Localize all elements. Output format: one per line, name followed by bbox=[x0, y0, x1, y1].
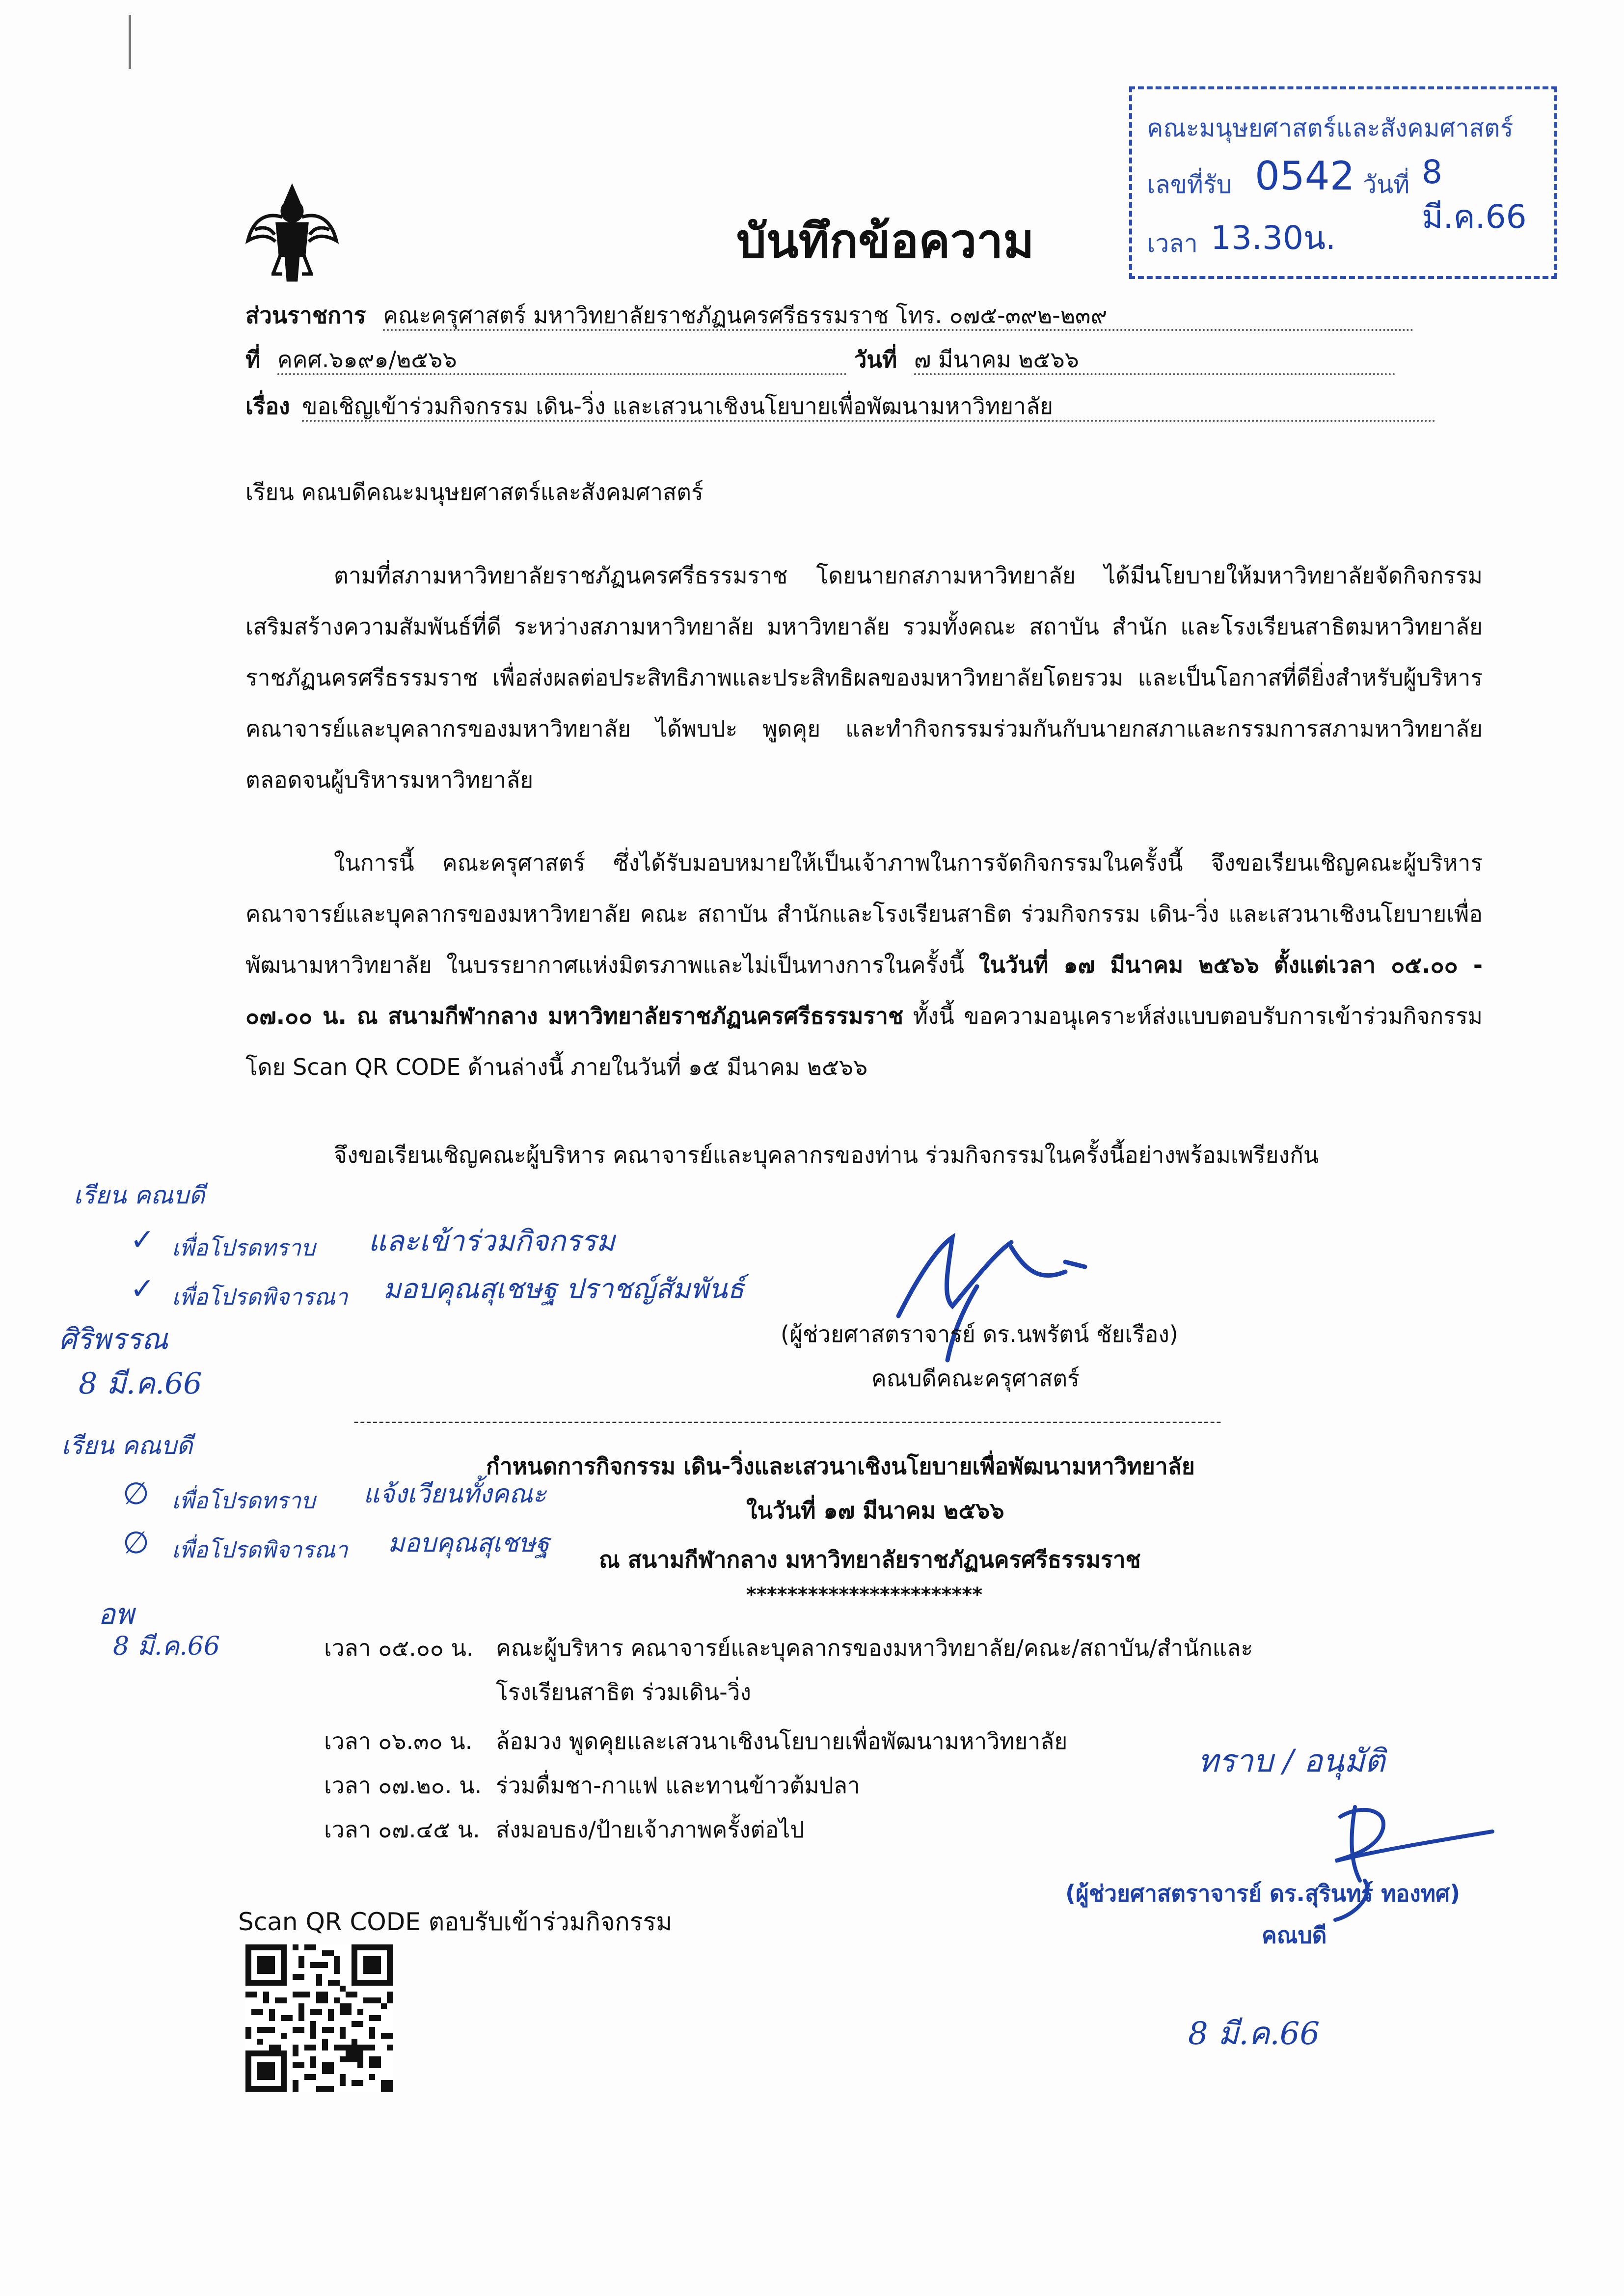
event-date-bold: ในวันที่ ๑๗ มีนาคม ๒๕๖๖ bbox=[978, 952, 1259, 978]
annotation2-mark1-icon: ∅ bbox=[123, 1476, 150, 1511]
stamp-time-label: เวลา bbox=[1147, 229, 1198, 258]
event-time-place-bold: ตั้งแต่เวลา ๐๕.๐๐ - ๐๗.๐๐ น. ณ สนามกีฬากลาง มหาวิทยาลัยราชภัฏนครศรีธรรมราช bbox=[245, 952, 1483, 1029]
stamp-faculty: คณะมนุษยศาสตร์และสังคมศาสตร์ bbox=[1147, 114, 1514, 142]
qr-label: Scan QR CODE ตอบรับเข้าร่วมกิจกรรม bbox=[238, 1908, 673, 1936]
stamp-time-value: 13.30น. bbox=[1211, 219, 1336, 257]
subject-value: ขอเชิญเข้าร่วมกิจกรรม เดิน-วิ่ง และเสวนาเชิงนโยบายเพื่อพัฒนามหาวิทยาลัย bbox=[302, 393, 1436, 422]
ref-value: คคศ.๖๑๙๑/๒๕๖๖ bbox=[277, 346, 847, 375]
schedule-time: เวลา ๐๗.๔๕ น. bbox=[324, 1816, 480, 1843]
schedule-desc: คณะผู้บริหาร คณาจารย์และบุคลากรของมหาวิทยาลัย/คณะ/สถาบัน/สำนักและ bbox=[496, 1635, 1253, 1661]
subject-label: เรื่อง bbox=[245, 393, 290, 419]
annotation2-date: 8 มี.ค.66 bbox=[113, 1632, 220, 1661]
annotation2-opt2: เพื่อโปรดพิจารณา bbox=[172, 1536, 348, 1563]
garuda-emblem-icon bbox=[243, 177, 341, 285]
annotation1-date: 8 มี.ค.66 bbox=[79, 1367, 202, 1401]
schedule-item-1 bbox=[324, 1630, 1253, 1666]
schedule-title-2: ในวันที่ ๑๗ มีนาคม ๒๕๖๖ bbox=[746, 1497, 1004, 1524]
signature2-scribble bbox=[1227, 1797, 1502, 1935]
qr-code-icon[interactable] bbox=[245, 1944, 393, 2092]
page-title: บันทึกข้อความ bbox=[736, 214, 1034, 269]
annotation2-opt1-note: แจ้งเวียนทั้งคณะ bbox=[363, 1479, 546, 1509]
body-paragraph-1: ตามที่สภามหาวิทยาลัยราชภัฏนครศรีธรรมราช โดยนายกสภามหาวิทยาลัย ได้มีนโยบายให้มหาวิทยาลัยจัดกิจกรรมเสริมสร้างความสัมพันธ์ที่ดี ระหว่างสภามหาวิทยาลัย มหาวิทยาลัย รวมทั้งคณะ สถาบัน สำนัก และโรงเรียนสาธิตมหาวิทยาลัยราชภัฏนครศรีธรรมราช เพื่อส่งผลต่อประสิทธิภาพและประสิทธิผลของมหาวิทยาลัยโดยรวม และเป็นโอกาสที่ดียิ่งสำหรับผู้บริหาร คณาจารย์และบุคลากรของมหาวิทยาลัย ได้พบปะ พูดคุย และทำกิจกรรมร่วมกันกับนายกสภาและกรรมการสภามหาวิทยาลัย ตลอดจนผู้บริหารมหาวิทยาลัย bbox=[245, 562, 1483, 793]
schedule-title-1: กำหนดการกิจกรรม เดิน-วิ่งและเสวนาเชิงนโยบายเพื่อพัฒนามหาวิทยาลัย bbox=[486, 1453, 1195, 1479]
annotation2-opt1: เพื่อโปรดทราบ bbox=[172, 1487, 316, 1514]
schedule-desc: ส่งมอบธง/ป้ายเจ้าภาพครั้งต่อไป bbox=[496, 1816, 805, 1843]
ref-row bbox=[245, 346, 1448, 375]
subject-row bbox=[245, 393, 1458, 422]
annotation1-opt1-note: และเข้าร่วมกิจกรรม bbox=[368, 1224, 615, 1257]
body-paragraph-2b: ทั้งนี้ ขอความอนุเคราะห์ส่งแบบตอบรับการเข้าร่วมกิจกรรมโดย Scan QR CODE ด้านล่างนี้ ภายในวันที่ ๑๕ มีนาคม ๒๕๖๖ bbox=[245, 1003, 1483, 1080]
stamp-date-value: 8 มี.ค.66 bbox=[1422, 153, 1527, 236]
schedule-item-4 bbox=[324, 1812, 804, 1848]
annotation2-mark2-icon: ∅ bbox=[123, 1525, 150, 1560]
signature2-name: (ผู้ช่วยศาสตราจารย์ ดร.สุรินทร์ ทองทศ) bbox=[1065, 1880, 1461, 1907]
agency-row bbox=[245, 302, 1448, 331]
schedule-item-1-cont bbox=[496, 1674, 751, 1710]
annotation1-opt2-note: มอบคุณสุเชษฐ ปราชญ์สัมพันธ์ bbox=[383, 1273, 744, 1305]
date-label: วันที่ bbox=[854, 346, 897, 373]
receive-stamp bbox=[1129, 86, 1557, 279]
salutation: เรียน คณบดีคณะมนุษยศาสตร์และสังคมศาสตร์ bbox=[245, 479, 704, 505]
margin-mark bbox=[129, 15, 131, 69]
stamp-date-label: วันที่ bbox=[1363, 170, 1410, 199]
annotation1-check2-icon: ✓ bbox=[130, 1272, 155, 1306]
annotation2-opt2-note: มอบคุณสุเชษฐ bbox=[388, 1529, 550, 1558]
ref-label: ที่ bbox=[245, 346, 261, 373]
schedule-time: เวลา ๐๕.๐๐ น. bbox=[324, 1635, 474, 1661]
signature1-position: คณบดีคณะครุศาสตร์ bbox=[871, 1365, 1080, 1392]
stamp-receive-label: เลขที่รับ bbox=[1147, 170, 1232, 199]
stamp-receive-no: 0542 bbox=[1255, 153, 1355, 199]
agency-value: คณะครุศาสตร์ มหาวิทยาลัยราชภัฏนครศรีธรรมราช โทร. ๐๗๕-๓๙๒-๒๓๙ bbox=[383, 302, 1414, 331]
annotation1-check1-icon: ✓ bbox=[130, 1223, 155, 1257]
annotation2-initial: อพ bbox=[98, 1597, 135, 1631]
signature2-note: ทราบ / อนุมัติ bbox=[1198, 1743, 1385, 1779]
body-paragraph-3: จึงขอเรียนเชิญคณะผู้บริหาร คณาจารย์และบุคลากรของท่าน ร่วมกิจกรรมในครั้งนี้อย่างพร้อมเพรียงกัน bbox=[334, 1142, 1319, 1168]
schedule-desc: ล้อมวง พูดคุยและเสวนาเชิงนโยบายเพื่อพัฒนามหาวิทยาลัย bbox=[496, 1728, 1068, 1754]
schedule-title-3: ณ สนามกีฬากลาง มหาวิทยาลัยราชภัฏนครศรีธรรมราช bbox=[599, 1546, 1141, 1573]
schedule-desc: ร่วมดื่มชา-กาแฟ และทานข้าวต้มปลา bbox=[496, 1772, 860, 1799]
body-paragraph-2a: ในการนี้ คณะครุศาสตร์ ซึ่งได้รับมอบหมายให้เป็นเจ้าภาพในการจัดกิจกรรมในครั้งนี้ จึงขอเรียนเชิญคณะผู้บริหาร คณาจารย์และบุคลากรของมหาวิทยาลัย คณะ สถาบัน สำนักและโรงเรียนสาธิต ร่วมกิจกรรม เดิน-วิ่ง และเสวนาเชิงนโยบายเพื่อพัฒนามหาวิทยาลัย ในบรรยากาศแห่งมิตรภาพและไม่เป็นทางการในครั้งนี้ bbox=[245, 849, 1483, 978]
annotation1-opt2: เพื่อโปรดพิจารณา bbox=[172, 1284, 348, 1310]
schedule-item-2 bbox=[324, 1723, 1067, 1759]
signature1-name: (ผู้ช่วยศาสตราจารย์ ดร.นพรัตน์ ชัยเรือง) bbox=[781, 1321, 1178, 1347]
schedule-item-3 bbox=[324, 1768, 860, 1804]
signature2-position: คณบดี bbox=[1262, 1922, 1327, 1948]
schedule-desc-cont: โรงเรียนสาธิต ร่วมเดิน-วิ่ง bbox=[496, 1679, 751, 1705]
agency-label: ส่วนราชการ bbox=[245, 302, 366, 328]
annotation1-opt1: เพื่อโปรดทราบ bbox=[172, 1234, 316, 1261]
separator-line: ------------------------------------------------------------------------------------------------------------------------------------------ bbox=[353, 1413, 1222, 1430]
schedule-time: เวลา ๐๗.๒๐. น. bbox=[324, 1772, 482, 1799]
signature2-date: 8 มี.ค.66 bbox=[1188, 2016, 1320, 2052]
body-paragraph-2 bbox=[245, 837, 1483, 1093]
annotation2-to: เรียน คณบดี bbox=[61, 1431, 193, 1460]
annotation1-to: เรียน คณบดี bbox=[74, 1181, 205, 1209]
schedule-time: เวลา ๐๖.๓๐ น. bbox=[324, 1728, 473, 1754]
schedule-stars: *********************** bbox=[746, 1584, 983, 1606]
annotation1-initial: ศิริพรรณ bbox=[59, 1322, 168, 1356]
date-value: ๗ มีนาคม ๒๕๖๖ bbox=[914, 346, 1395, 375]
